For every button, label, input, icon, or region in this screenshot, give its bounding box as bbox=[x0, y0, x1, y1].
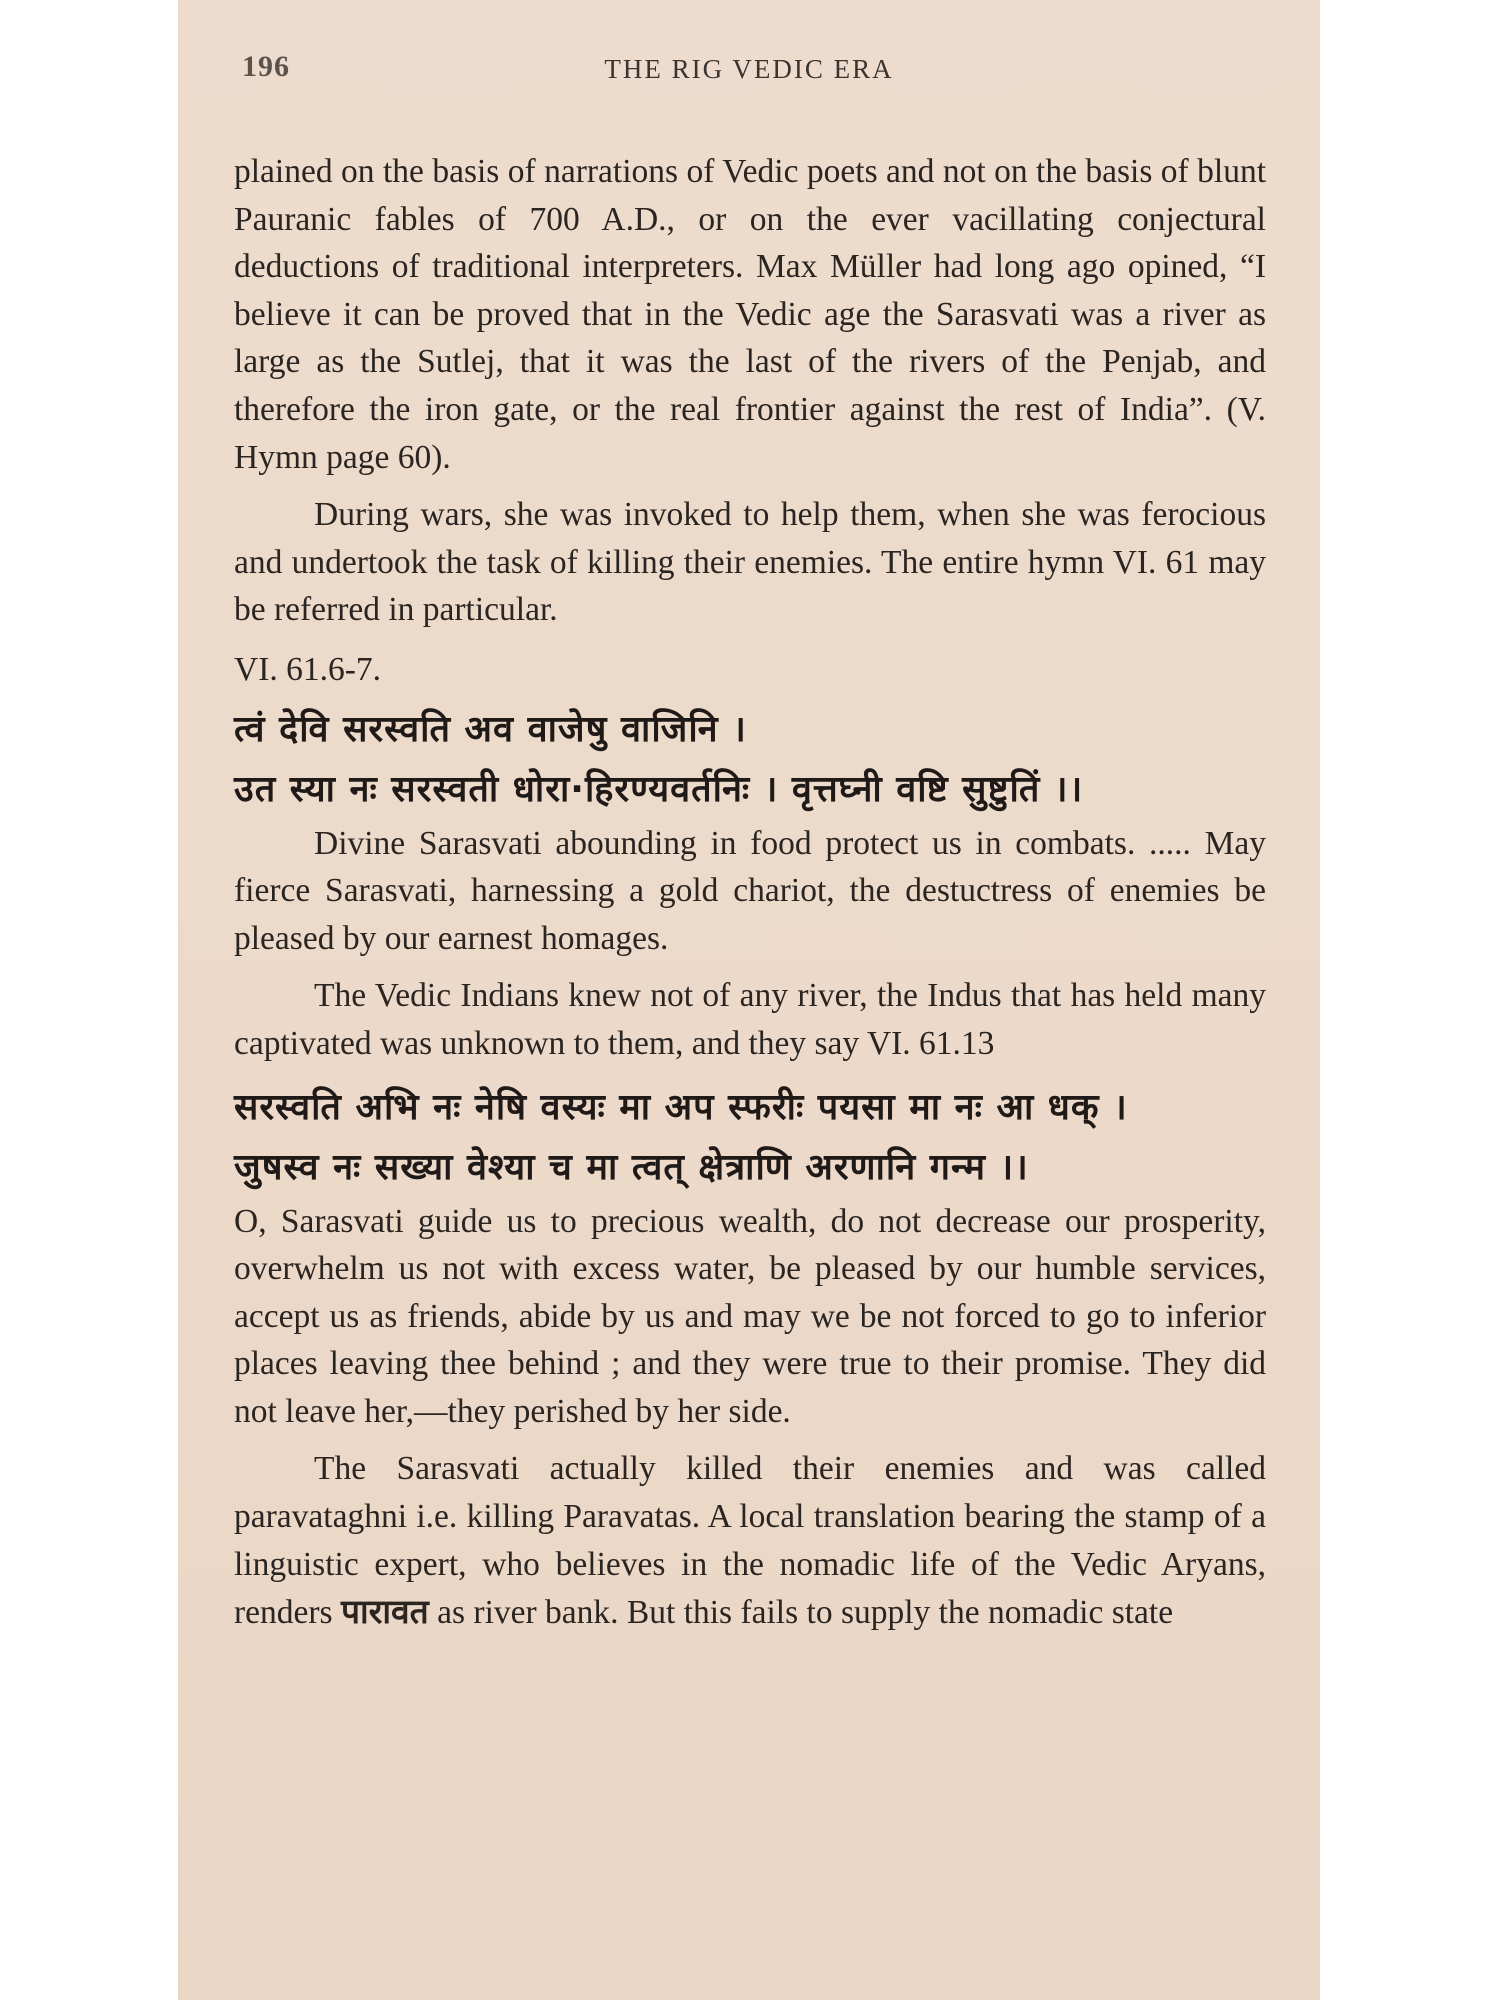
paragraph-6-tail: as river bank. But this fails to supply the nomadic state bbox=[437, 1594, 1174, 1632]
sanskrit-verse-1-line-1: त्वं देवि सरस्वति अव वाजेषु वाजिनि । bbox=[234, 708, 747, 750]
book-page bbox=[178, 0, 1320, 2000]
paragraph-4: The Vedic Indians knew not of any river, the Indus that has held many captivated was unknown to them, and they say VI. 61.13 bbox=[234, 977, 1266, 1062]
page-header bbox=[178, 48, 1320, 88]
body-text bbox=[234, 148, 1266, 1647]
sanskrit-verse-2-line-1: सरस्वति अभि नः नेषि वस्यः मा अप स्फरीः पयसा मा नः आ धक् । bbox=[234, 1086, 1128, 1128]
paragraph-5: O, Sarasvati guide us to precious wealth, do not decrease our prosperity, overwhelm us not with excess water, be pleased by our humble services, accept us as friends, abide by us and may we be not forced to go to inferior places leaving thee behind ; and they were true to their promise. They did not leave her,—they perished by her side. bbox=[234, 1202, 1266, 1430]
sanskrit-verse-1-line-2: उत स्या नः सरस्वती धोरा·हिरण्यवर्तनिः । वृत्तघ्नी वष्टि सुष्टुतिं ।। bbox=[234, 768, 1084, 810]
paragraph-6-text: The Sarasvati actually killed their enemies and was called paravataghni i.e. killing Paravatas. A local translation bearing the stamp of a linguistic expert, who believes in the nomadic life of the Vedic Aryans, renders bbox=[234, 1450, 1266, 1632]
paragraph-1: plained on the basis of narrations of Vedic poets and not on the basis of blunt Pauranic fables of 700 A.D., or on the ever vacillating conjectural deductions of traditional interpreters. Max Müller had long ago opined, “I believe it can be proved that in the Vedic age the Sarasvati was a river as large as the Sutlej, that it was the last of the rivers of the Penjab, and therefore the iron gate, or the real frontier against the rest of India”. (V. Hymn page 60). bbox=[234, 153, 1266, 476]
running-head: THE RIG VEDIC ERA bbox=[604, 54, 894, 84]
devanagari-word: पारावत bbox=[340, 1592, 429, 1632]
paragraph-2: During wars, she was invoked to help them, when she was ferocious and undertook the task of killing their enemies. The entire hymn VI. 61 may be referred in particular. bbox=[234, 496, 1266, 629]
verse-reference-1: VI. 61.6-7. bbox=[234, 650, 382, 688]
paragraph-6 bbox=[234, 1445, 1266, 1636]
page-number: 196 bbox=[242, 50, 290, 83]
sanskrit-verse-2-line-2: जुषस्व नः सख्या वेश्या च मा त्वत् क्षेत्राणि अरणानि गन्म ।। bbox=[234, 1146, 1029, 1188]
paragraph-3: Divine Sarasvati abounding in food protect us in combats. ..... May fierce Sarasvati, harnessing a gold chariot, the destuctress of enemies be pleased by our earnest homages. bbox=[234, 824, 1266, 957]
